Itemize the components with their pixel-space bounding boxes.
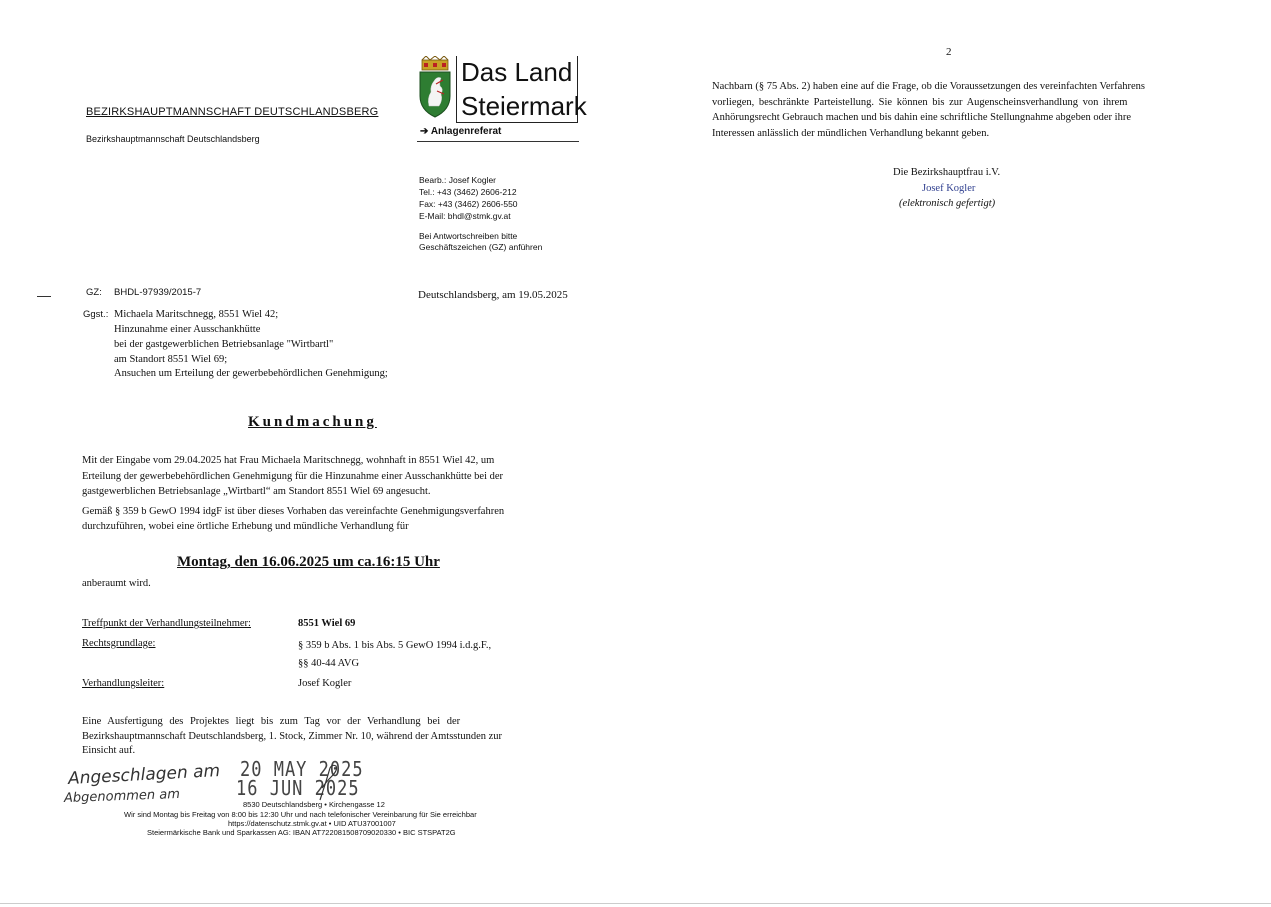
detail-value: §§ 40-44 AVG — [298, 658, 360, 669]
subject-line: am Standort 8551 Wiel 69; — [114, 354, 228, 365]
paragraph-line: Erteilung der gewerbebehördlichen Genehmigung für die Hinzunahme einer Ausschankhütte bei der — [82, 471, 504, 482]
contact-note-line2: Geschäftszeichen (GZ) anführen — [419, 242, 543, 252]
contact-bearb: Bearb.: Josef Kogler — [419, 175, 497, 185]
anberaumt-text: anberaumt wird. — [82, 578, 151, 589]
paragraph-line: Eine Ausfertigung des Projektes liegt bis zum Tag vor der Verhandlung bei der — [82, 716, 461, 727]
subject-line: Ansuchen um Erteilung der gewerbebehördlichen Genehmigung; — [114, 368, 388, 379]
page-bottom-border — [0, 903, 1271, 904]
stamp-removed-date: 16 JUN 2025 — [236, 777, 360, 801]
contact-email[interactable]: E-Mail: bhdl@stmk.gv.at — [419, 211, 511, 221]
authority-title: BEZIRKSHAUPTMANNSCHAFT DEUTSCHLANDSBERG — [86, 106, 379, 118]
paragraph-line: durchzuführen, wobei eine örtliche Erhebung und mündliche Verhandlung für — [82, 521, 409, 532]
subject-line: bei der gastgewerblichen Betriebsanlage "Wirtbartl" — [114, 339, 334, 350]
appointment-date: Montag, den 16.06.2025 um ca.16:15 Uhr — [177, 554, 440, 570]
department-rule — [417, 141, 579, 142]
handwritten-removed: Abgenommen am — [63, 786, 181, 807]
signature-scribble-icon — [316, 762, 340, 802]
paragraph-line: Gemäß § 359 b GewO 1994 idgF ist über dieses Vorhaben das vereinfachte Genehmigungsverfahren — [82, 506, 505, 517]
detail-label: Verhandlungsleiter: — [82, 678, 165, 689]
detail-value: 8551 Wiel 69 — [298, 618, 356, 629]
footer-hours: Wir sind Montag bis Freitag von 8:00 bis 12:30 Uhr und nach telefonischer Vereinbarung für Sie erreichbar — [124, 810, 477, 819]
authority-subtitle: Bezirkshauptmannschaft Deutschlandsberg — [86, 134, 260, 144]
contact-tel: Tel.: +43 (3462) 2606-212 — [419, 187, 517, 197]
arrow-right-icon: ➔ — [420, 126, 429, 137]
date-line: Deutschlandsberg, am 19.05.2025 — [418, 289, 568, 301]
gz-label: GZ: — [86, 287, 102, 298]
detail-label: Rechtsgrundlage: — [82, 638, 156, 649]
paragraph-line: Nachbarn (§ 75 Abs. 2) haben eine auf die Frage, ob die Voraussetzungen des vereinfachten Verfahrens — [712, 81, 1145, 92]
paragraph-line: Bezirkshauptmannschaft Deutschlandsberg, 1. Stock, Zimmer Nr. 10, während der Amtsstunden zur — [82, 731, 503, 742]
signature-name: Josef Kogler — [922, 183, 976, 194]
paragraph-line: vorliegen, beschränkte Parteistellung. Sie können bis zur Augenscheinsverhandlung von ihrem — [712, 97, 1128, 108]
detail-label: Treffpunkt der Verhandlungsteilnehmer: — [82, 618, 251, 629]
paragraph-line: gastgewerblichen Betriebsanlage „Wirtbartl“ am Standort 8551 Wiel 69 angesucht. — [82, 486, 431, 497]
contact-note-line1: Bei Antwortschreiben bitte — [419, 231, 518, 241]
document-heading: Kundmachung — [248, 414, 377, 430]
coat-of-arms-icon — [417, 56, 453, 118]
paragraph-line: Anhörungsrecht Gebrauch machen und bis dahin eine schriftliche Stellungnahme abgeben oder ihre — [712, 112, 1131, 123]
paragraph-line: Interessen anlässlich der mündlichen Verhandlung bekannt geben. — [712, 128, 990, 139]
footer-address: 8530 Deutschlandsberg • Kirchengasse 12 — [243, 800, 385, 809]
department-name: Anlagenreferat — [430, 126, 502, 137]
department-label — [420, 126, 501, 137]
subject-label: Ggst.: — [83, 309, 109, 320]
paragraph-line: Einsicht auf. — [82, 745, 136, 756]
gz-value: BHDL-97939/2015-7 — [114, 287, 202, 298]
fold-mark — [37, 296, 51, 297]
paragraph-line: Mit der Eingabe vom 29.04.2025 hat Frau Michaela Maritschnegg, wohnhaft in 8551 Wiel 42, um — [82, 455, 495, 466]
footer-bank: Steiermärkische Bank und Sparkassen AG: IBAN AT722081508709020330 • BIC STSPAT2G — [147, 828, 456, 837]
signature-note: (elektronisch gefertigt) — [899, 198, 996, 209]
footer-links[interactable]: https://datenschutz.stmk.gv.at • UID ATU37001007 — [228, 819, 396, 828]
subject-line: Hinzunahme einer Ausschankhütte — [114, 324, 261, 335]
logo-text-line2: Steiermark — [461, 91, 587, 121]
page-number: 2 — [946, 46, 952, 58]
logo-text-line1: Das Land — [461, 57, 573, 87]
contact-fax: Fax: +43 (3462) 2606-550 — [419, 199, 518, 209]
signature-role: Die Bezirkshauptfrau i.V. — [893, 167, 1001, 178]
handwritten-posted: Angeschlagen am — [67, 761, 221, 789]
stamp-posted-date: 20 MAY 2025 — [240, 758, 364, 782]
detail-value: § 359 b Abs. 1 bis Abs. 5 GewO 1994 i.d.g.F., — [298, 640, 492, 651]
subject-line: Michaela Maritschnegg, 8551 Wiel 42; — [114, 309, 279, 320]
detail-value: Josef Kogler — [298, 678, 352, 689]
